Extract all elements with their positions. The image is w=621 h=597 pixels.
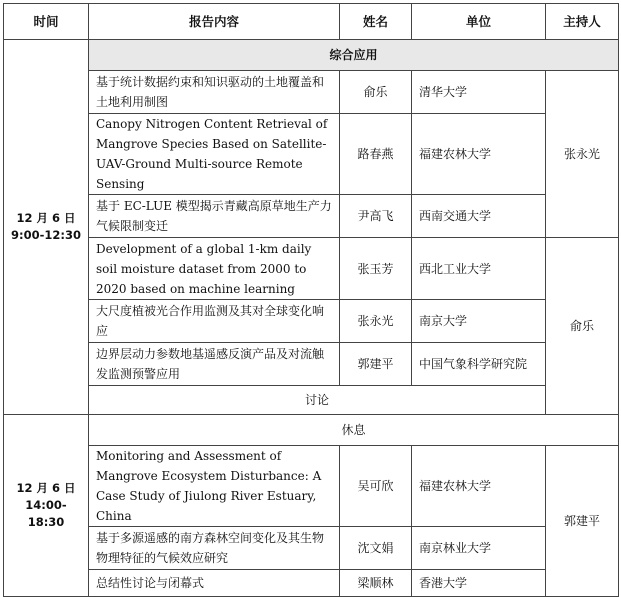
header-content: 报告内容 — [89, 4, 340, 40]
talk-title: Development of a global 1-km daily soil moisture dataset from 2000 to 2020 based on machine learning — [89, 238, 340, 300]
header-time: 时间 — [4, 4, 89, 40]
talk-title: 边界层动力参数地基遥感反演产品及对流触发监测预警应用 — [89, 343, 340, 386]
header-name: 姓名 — [340, 4, 412, 40]
table-row — [4, 343, 619, 386]
speaker-unit: 西北工业大学 — [412, 238, 546, 300]
speaker-name: 梁顺林 — [340, 570, 412, 597]
header-row — [4, 4, 619, 40]
speaker-name: 张永光 — [340, 300, 412, 343]
session2-time-cell — [4, 415, 89, 597]
talk-title: 总结性讨论与闭幕式 — [89, 570, 340, 597]
session2-host: 郭建平 — [546, 446, 619, 597]
talk-title: 基于多源遥感的南方森林空间变化及其生物物理特征的气候效应研究 — [89, 527, 340, 570]
talk-title: Monitoring and Assessment of Mangrove Ecosystem Disturbance: A Case Study of Jiulong River Estuary, China — [89, 446, 340, 527]
session1-hours: 9:00-12:30 — [11, 228, 81, 242]
session2-date: 12 月 6 日 — [16, 481, 76, 495]
table-row — [4, 238, 619, 300]
speaker-name: 尹高飞 — [340, 195, 412, 238]
speaker-name: 吴可欣 — [340, 446, 412, 527]
speaker-name: 路春燕 — [340, 114, 412, 195]
session1-host-2: 俞乐 — [546, 238, 619, 415]
talk-title: Canopy Nitrogen Content Retrieval of Mangrove Species Based on Satellite-UAV-Ground Multi-source Remote Sensing — [89, 114, 340, 195]
talk-title: 基于统计数据约束和知识驱动的土地覆盖和土地利用制图 — [89, 71, 340, 114]
speaker-unit: 中国气象科学研究院 — [412, 343, 546, 386]
session2-section-row — [4, 415, 619, 446]
session1-section-row — [4, 40, 619, 71]
speaker-unit: 清华大学 — [412, 71, 546, 114]
session1-section-title: 综合应用 — [89, 40, 619, 71]
header-unit: 单位 — [412, 4, 546, 40]
talk-title: 基于 EC-LUE 模型揭示青藏高原草地生产力气候限制变迁 — [89, 195, 340, 238]
speaker-unit: 香港大学 — [412, 570, 546, 597]
speaker-name: 张玉芳 — [340, 238, 412, 300]
speaker-name: 郭建平 — [340, 343, 412, 386]
schedule-table — [3, 3, 619, 597]
speaker-name: 俞乐 — [340, 71, 412, 114]
session1-discussion-row — [4, 386, 619, 415]
speaker-unit: 福建农林大学 — [412, 446, 546, 527]
table-row — [4, 71, 619, 114]
session1-time-cell — [4, 40, 89, 415]
table-row — [4, 114, 619, 195]
speaker-unit: 福建农林大学 — [412, 114, 546, 195]
session2-section-title: 休息 — [89, 415, 619, 446]
table-row — [4, 195, 619, 238]
header-host: 主持人 — [546, 4, 619, 40]
table-row — [4, 300, 619, 343]
session1-host-1: 张永光 — [546, 71, 619, 238]
table-row — [4, 570, 619, 597]
session1-discussion: 讨论 — [89, 386, 546, 415]
table-row — [4, 527, 619, 570]
speaker-unit: 南京林业大学 — [412, 527, 546, 570]
session1-date: 12 月 6 日 — [16, 211, 76, 225]
speaker-unit: 南京大学 — [412, 300, 546, 343]
table-row — [4, 446, 619, 527]
talk-title: 大尺度植被光合作用监测及其对全球变化响应 — [89, 300, 340, 343]
session2-hours: 14:00-18:30 — [25, 498, 67, 529]
speaker-name: 沈文娟 — [340, 527, 412, 570]
speaker-unit: 西南交通大学 — [412, 195, 546, 238]
